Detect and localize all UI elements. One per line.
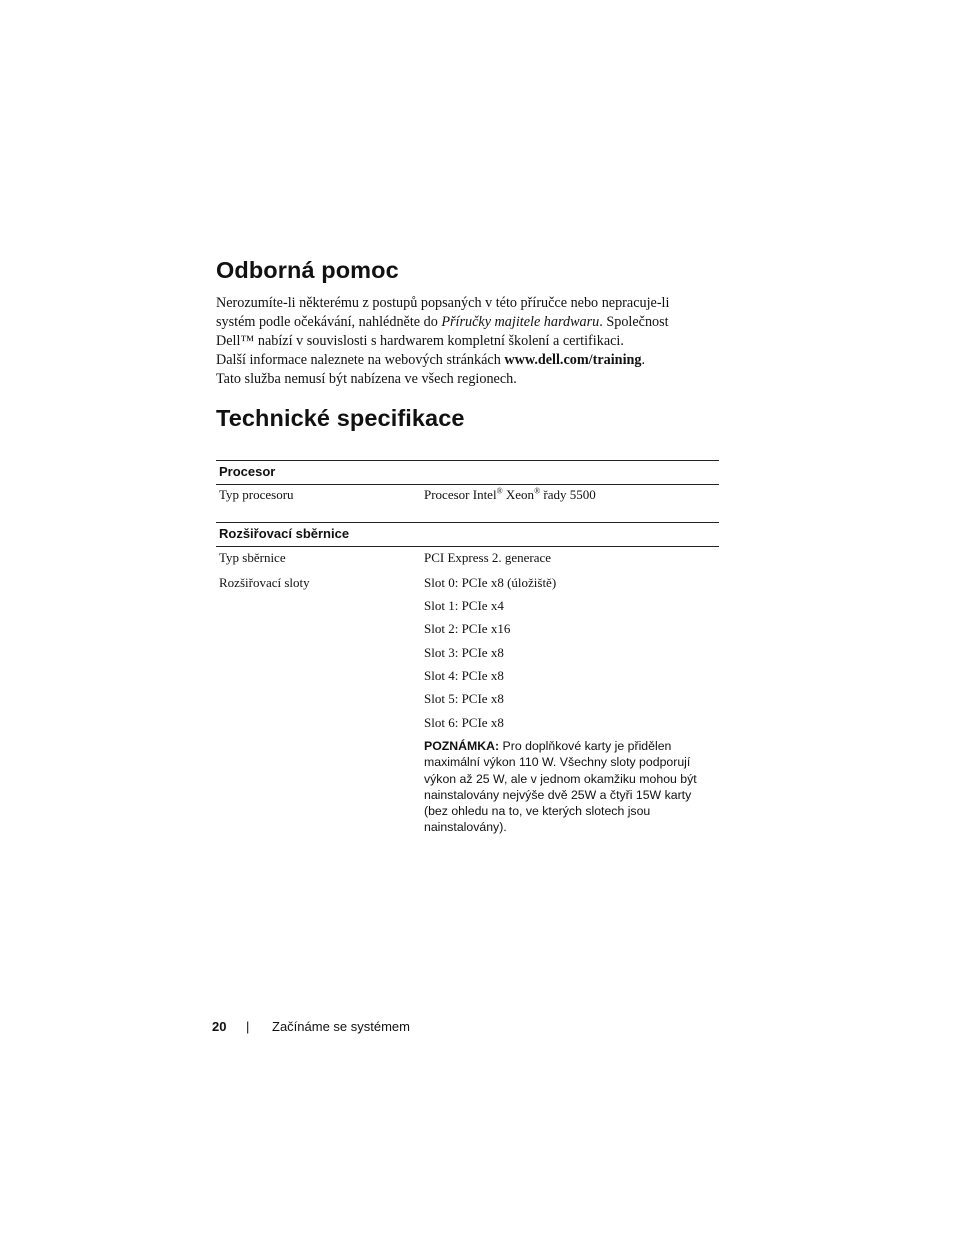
training-url: www.dell.com/training xyxy=(504,352,642,368)
slot-item: Slot 1: PCIe x4 xyxy=(424,598,504,613)
processor-family: Xeon xyxy=(502,487,535,502)
spec-label-bus-type: Typ sběrnice xyxy=(219,550,286,565)
slot-item: Slot 3: PCIe x8 xyxy=(424,645,504,660)
spec-section-processor xyxy=(216,460,719,485)
note-line xyxy=(424,738,724,754)
note-line: maximální výkon 110 W. Všechny sloty podporují xyxy=(424,755,691,770)
registered-mark: ® xyxy=(534,486,541,496)
note-line: (bez ohledu na to, ve kterých slotech jsou xyxy=(424,804,651,819)
slot-item: Slot 4: PCIe x8 xyxy=(424,668,504,683)
spec-section-title: Rozšiřovací sběrnice xyxy=(219,526,350,541)
footer-separator: | xyxy=(246,1019,250,1034)
spec-label-slots: Rozšiřovací sloty xyxy=(219,575,310,590)
spec-value-processor-type xyxy=(424,487,596,503)
processor-series: řady 5500 xyxy=(540,487,596,502)
note-line: nainstalovány nejvýše dvě 25W a čtyři 15W karty xyxy=(424,787,692,802)
spec-label-processor-type: Typ procesoru xyxy=(219,487,294,502)
processor-brand: Procesor Intel xyxy=(424,487,497,502)
spec-section-bus xyxy=(216,522,719,547)
section-heading-specs: Technické specifikace xyxy=(216,405,465,431)
note-block xyxy=(424,738,724,836)
section-heading-help: Odborná pomoc xyxy=(216,257,399,283)
help-line-2 xyxy=(216,313,716,332)
slot-item: Slot 0: PCIe x8 (úložiště) xyxy=(424,575,557,590)
spec-section-title: Procesor xyxy=(219,464,276,479)
help-line-5: Tato služba nemusí být nabízena ve všech regionech. xyxy=(216,371,517,387)
chapter-title: Začínáme se systémem xyxy=(272,1019,410,1034)
page-number: 20 xyxy=(212,1019,227,1034)
help-line-2-text: systém podle očekávání, nahlédněte do xyxy=(216,314,442,330)
help-paragraph xyxy=(216,294,716,389)
help-line-4-text: Další informace naleznete na webových stránkách xyxy=(216,352,505,368)
help-line-2-end: . Společnost xyxy=(599,314,669,330)
slot-item: Slot 6: PCIe x8 xyxy=(424,715,504,730)
help-line-4 xyxy=(216,351,716,370)
note-line: výkon až 25 W, ale v jednom okamžiku mohou být xyxy=(424,771,697,786)
help-line-1: Nerozumíte-li některému z postupů popsaných v této příručce nebo nepracuje-li xyxy=(216,295,670,311)
help-line-3: Dell™ nabízí v souvislosti s hardwarem kompletní školení a certifikaci. xyxy=(216,333,624,349)
help-line-4-end: . xyxy=(641,352,646,368)
manual-title: Příručky majitele hardwaru xyxy=(441,314,600,330)
slot-item: Slot 2: PCIe x16 xyxy=(424,621,511,636)
spec-value-bus-type: PCI Express 2. generace xyxy=(424,550,552,565)
note-label: POZNÁMKA: xyxy=(424,739,500,753)
note-line: nainstalovány). xyxy=(424,820,507,835)
slot-item: Slot 5: PCIe x8 xyxy=(424,691,504,706)
note-text: Pro doplňkové karty je přidělen xyxy=(499,739,672,753)
registered-mark: ® xyxy=(496,486,503,496)
